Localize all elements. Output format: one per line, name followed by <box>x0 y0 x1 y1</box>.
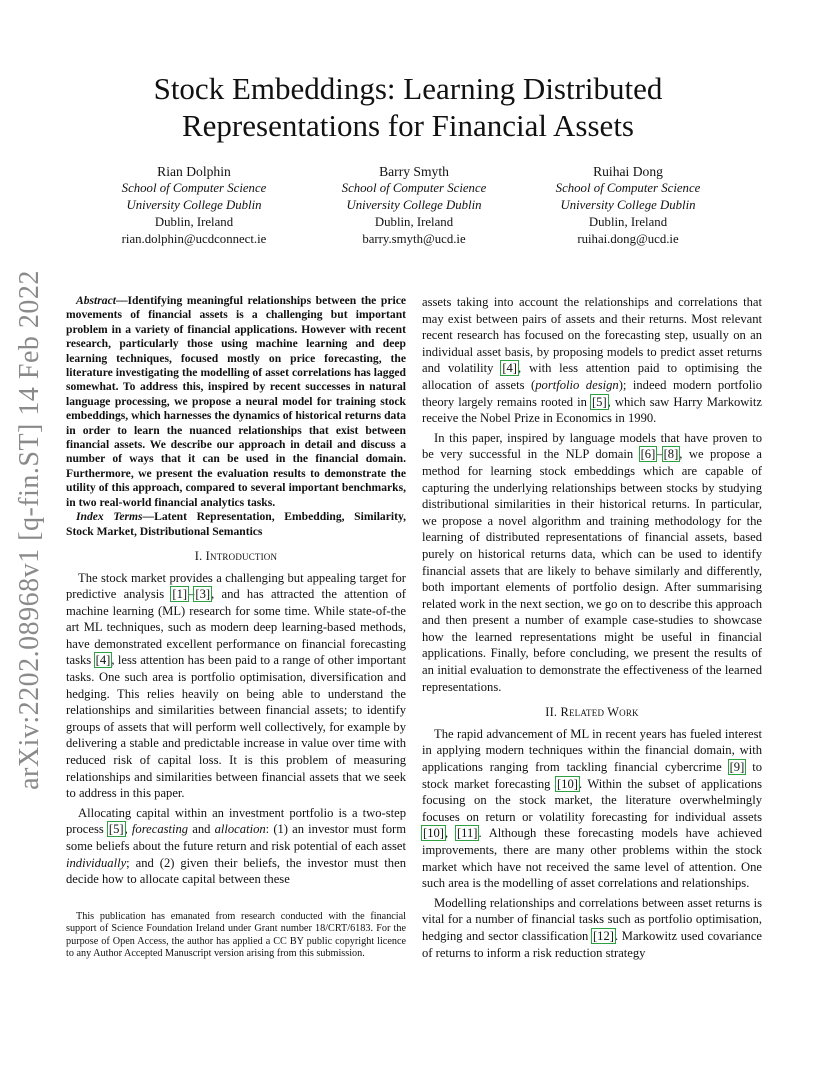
citation-link[interactable]: [12] <box>592 928 614 943</box>
text-run: Allocating capital within an investment portfolio is a two-step process <box>66 805 406 837</box>
title-line-1: Stock Embeddings: Learning Distributed <box>153 71 663 106</box>
text-run: . Markowitz used covariance of returns to inform a risk reduction strategy <box>422 928 762 960</box>
index-terms-label: Index Terms <box>76 510 143 524</box>
text-run: ); indeed modern portfolio theory largely remains rooted in <box>422 377 762 409</box>
citation-link[interactable]: [8] <box>663 447 679 462</box>
author-location: Dublin, Ireland <box>374 215 454 229</box>
citation-link[interactable]: [6] <box>640 447 656 462</box>
text-run: . Within the subset of applications focusing on the stock market, the literature overwhelmingly focuses on return or volatility forecasting for individual assets <box>422 776 762 824</box>
author-email[interactable]: barry.smyth@ucd.ie <box>362 232 466 246</box>
right-column <box>422 294 762 961</box>
author-department: School of Computer Science <box>341 181 487 195</box>
author-name: Barry Smyth <box>379 164 449 179</box>
index-terms <box>66 510 406 539</box>
citation-link[interactable]: [10] <box>423 826 444 841</box>
citation-link[interactable]: [9] <box>729 760 745 775</box>
author-email[interactable]: rian.dolphin@ucdconnect.ie <box>121 232 267 246</box>
abstract-label: Abstract <box>76 294 116 307</box>
left-column <box>66 294 406 888</box>
text-run: , less attention has been paid to a range of other important tasks. One such area is portfolio optimisation, diversification and hedging. This relies heavily on being able to understand the relationships and similarities between financial assets; to identify groups of assets that will perform well collectively, for example by delivering a stable and predictable increase in value over time with reduced risk of capital loss. It is this problem of measuring relationships and similarities between financial assets that we seek to address in this paper. <box>66 653 407 801</box>
related-paragraph-2 <box>422 895 762 961</box>
intro-paragraph-3 <box>422 294 762 427</box>
text-run: , with less attention paid to optimising the allocation of assets ( <box>422 361 762 392</box>
text-run: The stock market provides a challenging but appealing target for predictive analysis <box>66 570 406 602</box>
text-run: Modelling relationships and correlations between asset returns is vital for a number of financial tasks such as portfolio optimisation, hedging and sector classification <box>422 895 762 943</box>
text-run: to stock market forecasting <box>422 760 762 791</box>
section-heading-introduction: I. Introduction <box>194 548 278 563</box>
paper-title <box>100 70 716 144</box>
text-run: and <box>188 822 215 837</box>
text-run: – <box>188 587 195 602</box>
text-run: : (1) an investor must form some beliefs about the future return and risk potential of each asset <box>66 822 407 853</box>
citation-link[interactable]: [5] <box>108 822 124 837</box>
author-email[interactable]: ruihai.dong@ucd.ie <box>577 232 679 246</box>
text-run: The rapid advancement of ML in recent years has fueled interest in applying modern techniques within the financial domain, with applications ranging from tackling financial cybercrime <box>422 726 762 775</box>
author-university: University College Dublin <box>126 198 262 212</box>
citation-link[interactable]: [4] <box>95 653 111 668</box>
author-university: University College Dublin <box>346 198 482 212</box>
author-name: Ruihai Dong <box>593 164 663 179</box>
emphasis: portfolio design <box>535 377 619 392</box>
author-university: University College Dublin <box>560 198 696 212</box>
author-name: Rian Dolphin <box>157 164 231 179</box>
citation-link[interactable]: [4] <box>502 361 517 376</box>
text-run: . Although these forecasting models have achieved improvements, there are many other problems within the stock market which have not received the same level of attention. One such area is the modelling of asset correlations and relationships. <box>422 826 762 891</box>
text-run: ; and (2) given their beliefs, the investor must then decide how to allocate capital between these <box>66 855 406 887</box>
text-run: In this paper, inspired by language models that have proven to be very successful in the NLP domain <box>422 430 762 462</box>
arxiv-identifier: arXiv:2202.08968v1 [q-fin.ST] 14 Feb 2022 <box>14 270 45 790</box>
intro-paragraph-2 <box>66 805 406 888</box>
author-department: School of Computer Science <box>555 181 701 195</box>
text-run: , <box>444 826 456 841</box>
citation-link[interactable]: [1] <box>172 587 188 602</box>
intro-paragraph-1 <box>66 570 406 802</box>
citation-link[interactable]: [3] <box>195 587 211 602</box>
citation-link[interactable]: [11] <box>456 826 478 841</box>
emphasis: individually <box>66 855 127 870</box>
author-1 <box>87 163 301 248</box>
emphasis: forecasting <box>131 822 189 837</box>
abstract <box>66 294 406 510</box>
text-run: assets taking into account the relationships and correlations that may exist between pairs of assets and their returns. Most relevant recent research has focused on the forecasting step, usually on an individual asset basis, by proposing models to predict asset returns and volatility <box>422 295 762 376</box>
related-paragraph-1 <box>422 726 762 892</box>
abstract-text: —Identifying meaningful relationships between the price movements of financial assets is a challenging but important problem in a variety of financial applications. However with recent research, particularly those using machine learning and deep learning techniques, focused mostly on price forecasting, the literature investigating the modelling of asset correlations has lagged somewhat. To address this, inspired by recent successes in natural language processing, we propose a neural model for training stock embeddings, which harnesses the dynamics of historical returns data in order to learn the nuanced relationships that exist between financial assets. We describe our approach in detail and discuss a number of ways that it can be used in the financial domain. Furthermore, we present the evaluation results to demonstrate the utility of this approach, compared to several important benchmarks, in two real-world financial analytics tasks. <box>66 294 406 509</box>
text-run: , and has attracted the attention of machine learning (ML) research for some time. While state-of-the art ML techniques, such as modern deep learning-based methods, have demonstrated excellent performance on financial forecasting tasks <box>66 587 406 668</box>
emphasis: allocation <box>214 822 266 837</box>
text-run: , we propose a method for learning stock embeddings which are capable of capturing the underlying relationships between stocks by studying distributional similarities in their historical returns. In particular, we propose a novel algorithm and training methodology for the learning of distributed representations of financial assets, based purely on historical returns data, which can be used to identify financial assets that are likely to behave similarly and differently, both important elements of portfolio design. After summarising related work in the next section, we go on to describe this approach and then present a number of example case-studies to showcase how the learned representations might be useful in financial applications. Finally, before concluding, we present the results of an initial evaluation to demonstrate the effectiveness of the learned representations. <box>422 447 762 694</box>
text-run: , which saw Harry Markowitz receive the Nobel Prize in Economics in 1990. <box>422 394 762 426</box>
footnote: This publication has emanated from research conducted with the financial support of Science Foundation Ireland under Grant number 18/CRT/6183. For the purpose of Open Access, the author has applied a CC BY public copyright licence to any Author Accepted Manuscript version arising from this submission. <box>66 911 406 960</box>
title-line-2: Representations for Financial Assets <box>182 108 634 143</box>
index-terms-text: —Latent Representation, Embedding, Similarity, Stock Market, Distributional Semantics <box>66 510 407 538</box>
citation-link[interactable]: [5] <box>591 394 607 409</box>
author-location: Dublin, Ireland <box>588 215 668 229</box>
intro-paragraph-4 <box>422 430 762 696</box>
author-location: Dublin, Ireland <box>154 215 234 229</box>
author-2 <box>307 163 521 248</box>
citation-link[interactable]: [10] <box>556 776 578 791</box>
arxiv-sidebar <box>0 270 60 790</box>
author-3 <box>521 163 735 248</box>
author-block <box>95 163 735 253</box>
text-run: – <box>656 447 663 462</box>
author-department: School of Computer Science <box>121 181 267 195</box>
text-run: , <box>124 822 132 837</box>
section-heading-related-work: II. Related Work <box>545 705 639 720</box>
